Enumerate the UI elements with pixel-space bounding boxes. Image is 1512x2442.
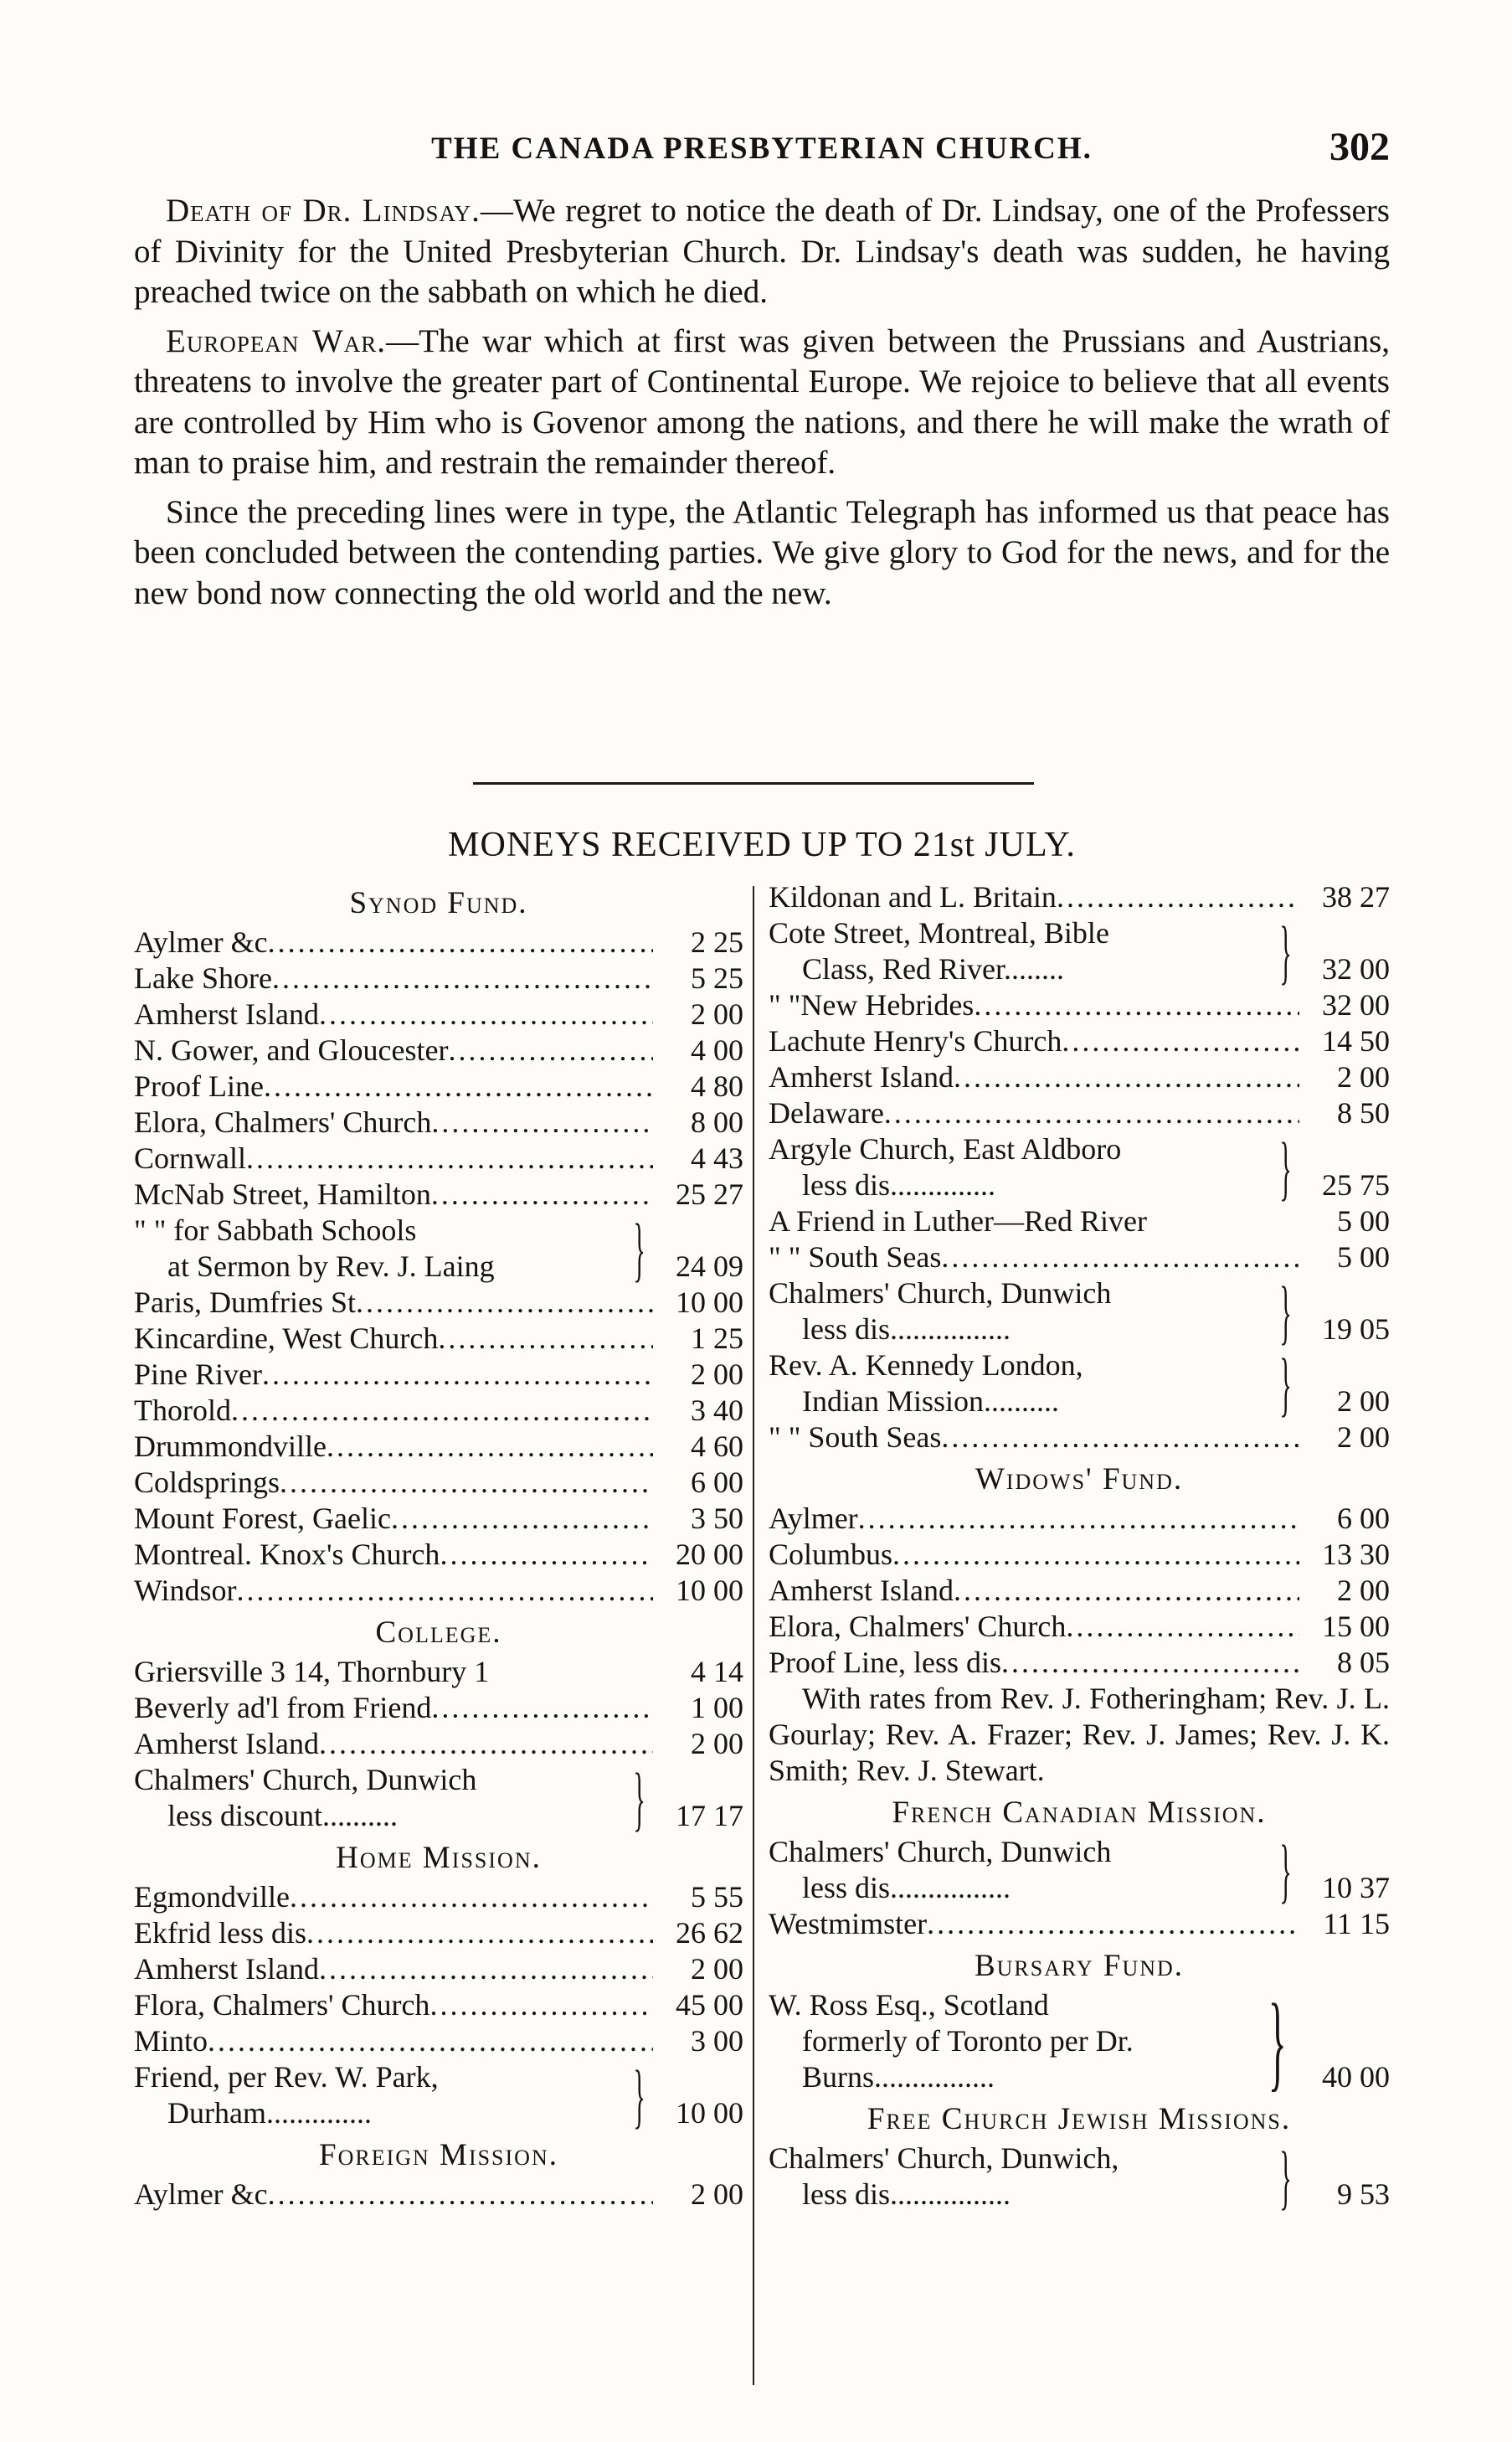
entry-amount: 10 37 — [1322, 1871, 1390, 1904]
entry-amount: 25 75 — [1322, 1168, 1390, 1202]
entry-amount: 4 14 — [691, 1655, 743, 1688]
brace-glyph: } — [1279, 1830, 1292, 1910]
entry-name: Pine River — [134, 1358, 262, 1391]
entry-lines — [769, 2141, 1272, 2213]
dot-leader — [319, 1726, 653, 1762]
entry-amount: 20 00 — [676, 1538, 743, 1571]
dot-leader — [246, 1141, 653, 1177]
entry-name: Elora, Chalmers' Church — [769, 1610, 1067, 1643]
ledger-entry — [769, 1501, 1390, 1537]
fund-heading: French Canadian Mission. — [892, 1795, 1267, 1830]
entry-lines — [769, 1347, 1272, 1419]
entry-amount: 4 00 — [691, 1033, 743, 1067]
entry-amount: 2 00 — [1337, 1574, 1390, 1607]
ledger-entry-multiline — [769, 1127, 1390, 1208]
dot-leader — [448, 1033, 653, 1069]
ledger-entry — [134, 1105, 743, 1141]
entry-amount: 3 40 — [691, 1394, 743, 1427]
ledger-entry — [769, 1537, 1390, 1573]
ledger-entry — [134, 961, 743, 997]
entry-line: Argyle Church, East Aldboro — [769, 1132, 1122, 1166]
ledger-entry-multiline — [769, 2136, 1390, 2217]
entry-amount: 10 00 — [676, 2096, 743, 2130]
ledger-entry — [134, 1321, 743, 1357]
moneys-title: MONEYS RECEIVED UP TO 21st JULY. — [448, 826, 1076, 864]
fund-heading: Free Church Jewish Missions. — [867, 2102, 1292, 2136]
entry-lines — [134, 1762, 625, 1834]
entry-line: Chalmers' Church, Dunwich — [134, 1763, 477, 1796]
ledger-entry — [134, 925, 743, 961]
entry-amount: 10 00 — [676, 1285, 743, 1319]
ledger-entry — [134, 1501, 743, 1537]
page-number: 302 — [1329, 125, 1390, 169]
entry-name: A Friend in Luther—Red River — [769, 1204, 1147, 1238]
dot-leader — [954, 1059, 1299, 1095]
dot-leader — [1066, 1609, 1299, 1645]
entry-lines — [769, 1131, 1272, 1203]
entry-amount: 4 43 — [691, 1141, 743, 1175]
ledger-entry — [769, 1059, 1390, 1095]
dot-leader — [208, 2023, 653, 2059]
brace-glyph: } — [1279, 911, 1292, 992]
entry-amount: 24 09 — [676, 1249, 743, 1283]
entry-amount: 25 27 — [676, 1177, 743, 1211]
ledger-entry — [134, 1141, 743, 1177]
entry-amount: 14 50 — [1322, 1024, 1390, 1058]
entry-lines — [769, 1834, 1272, 1906]
entry-name: Kincardine, West Church — [134, 1321, 439, 1355]
dot-leader — [440, 1537, 653, 1573]
entry-line: less dis................ — [802, 2177, 1011, 2211]
entry-name: Thorold — [134, 1394, 231, 1427]
fund-note: With rates from Rev. J. Fotheringham; Rev. J. L. Gourlay; Rev. A. Frazer; Rev. J. James; Rev. J. K. Smith; Rev. J. Stewart. — [769, 1682, 1390, 1787]
ledger-entry — [134, 1654, 743, 1690]
entry-amount: 15 00 — [1322, 1610, 1390, 1643]
dot-leader — [438, 1321, 653, 1357]
entry-amount: 32 00 — [1322, 988, 1390, 1022]
ledger-entry — [134, 1177, 743, 1213]
fund-heading: College. — [375, 1615, 502, 1650]
entry-line: less dis.............. — [802, 1168, 996, 1202]
fund-heading: Bursary Fund. — [974, 1949, 1185, 1983]
dot-leader — [927, 1906, 1299, 1942]
entry-name: Westmimster — [769, 1907, 928, 1940]
news-lead: Death of Dr. Lindsay. — [166, 193, 481, 229]
brace-glyph: } — [633, 1208, 645, 1289]
entry-amount: 11 15 — [1323, 1907, 1390, 1940]
ledger-entry — [134, 1690, 743, 1726]
entry-amount: 6 00 — [691, 1466, 743, 1499]
dot-leader — [268, 2177, 653, 2213]
entry-amount: 2 00 — [1337, 1384, 1390, 1418]
entry-name: Egmondville — [134, 1880, 290, 1914]
dot-leader — [264, 1069, 653, 1105]
entry-amount: 45 00 — [676, 1988, 743, 2022]
brace-glyph: } — [633, 2055, 645, 2135]
ledger-entry — [134, 1465, 743, 1501]
entry-name: Cornwall — [134, 1141, 246, 1175]
news-text: —We regret to notice the death of Dr. Lindsay, one of the Professers of Divinity for the United Presbyterian Church. Dr. Lindsay's death was sudden, he having preached twice on the sabbath on which he died. — [134, 193, 1390, 310]
dot-leader — [1062, 1023, 1299, 1059]
entry-amount: 1 25 — [691, 1321, 743, 1355]
ledger-entry — [134, 1357, 743, 1393]
dot-leader — [268, 925, 653, 961]
dot-leader — [858, 1501, 1299, 1537]
ledger-entry — [134, 1033, 743, 1069]
news-paragraph — [134, 322, 1390, 484]
ledger-entry — [769, 1609, 1390, 1645]
entry-name: Proof Line — [134, 1069, 264, 1103]
entry-line: Cote Street, Montreal, Bible — [769, 916, 1109, 950]
entry-name: Proof Line, less dis — [769, 1646, 1001, 1679]
dot-leader — [1057, 879, 1299, 915]
dot-leader — [237, 1573, 653, 1609]
entry-amount: 2 00 — [691, 1952, 743, 1986]
dot-leader — [272, 961, 653, 997]
entry-amount: 5 00 — [1337, 1240, 1390, 1274]
dot-leader — [884, 1095, 1299, 1131]
entry-line: less dis................ — [802, 1871, 1011, 1904]
fund-heading: Widows' Fund. — [975, 1462, 1184, 1497]
ledger-entry — [134, 1951, 743, 1987]
entry-amount: 10 00 — [676, 1574, 743, 1607]
entry-line: Chalmers' Church, Dunwich — [769, 1835, 1112, 1868]
entry-name: Amherst Island — [134, 1952, 319, 1986]
entry-amount: 2 00 — [691, 1727, 743, 1760]
entry-amount: 4 60 — [691, 1430, 743, 1463]
ledger-entry-multiline — [769, 1830, 1390, 1910]
entry-line: Indian Mission.......... — [802, 1384, 1060, 1418]
ledger-entry — [769, 1906, 1390, 1942]
page — [134, 0, 1390, 2442]
dot-leader — [431, 1690, 653, 1726]
entry-name: Aylmer &c — [134, 2177, 268, 2211]
entry-name: Drummondville — [134, 1430, 327, 1463]
entry-lines — [134, 1213, 625, 1285]
dot-leader — [327, 1429, 653, 1465]
ledger-entry — [769, 1095, 1390, 1131]
brace-glyph: } — [1268, 1981, 1287, 2101]
entry-lines — [134, 2059, 625, 2131]
entry-amount: 3 00 — [691, 2024, 743, 2058]
entry-name: N. Gower, and Gloucester — [134, 1033, 449, 1067]
entry-name: Kildonan and L. Britain — [769, 880, 1057, 914]
entry-name: Amherst Island — [134, 1727, 319, 1760]
entry-name: Beverly ad'l from Friend — [134, 1691, 432, 1724]
dot-leader — [431, 1177, 653, 1213]
dot-leader — [954, 1573, 1299, 1609]
news-section — [134, 191, 1390, 622]
ledger-entry — [769, 1573, 1390, 1609]
fund-heading: Foreign Mission. — [319, 2138, 558, 2172]
ledger-entry — [134, 1726, 743, 1762]
news-paragraph — [134, 492, 1390, 615]
entry-amount: 3 50 — [691, 1502, 743, 1535]
ledger-entry — [134, 1429, 743, 1465]
ledger-entry — [134, 1285, 743, 1321]
entry-name: " " South Seas — [769, 1240, 942, 1274]
ledger-entry — [134, 1987, 743, 2023]
ledger-entry — [769, 1203, 1390, 1239]
entry-amount: 26 62 — [676, 1916, 743, 1950]
entry-name: Mount Forest, Gaelic — [134, 1502, 391, 1535]
dot-leader — [306, 1915, 653, 1951]
entry-amount: 8 00 — [691, 1105, 743, 1139]
brace-glyph: } — [633, 1758, 645, 1838]
ledger-entry — [134, 1879, 743, 1915]
entry-name: Minto — [134, 2024, 208, 2058]
ledger-entry-multiline — [134, 1758, 743, 1838]
entry-amount: 6 00 — [1337, 1502, 1390, 1535]
running-header — [134, 124, 1390, 174]
right-column — [769, 879, 1390, 2217]
entry-line: less discount.......... — [167, 1799, 398, 1832]
ledger-entry-multiline — [134, 2055, 743, 2135]
dot-leader — [1001, 1645, 1299, 1681]
entry-amount: 38 27 — [1322, 880, 1390, 914]
ledger-entry — [134, 1573, 743, 1609]
dot-leader — [290, 1879, 653, 1915]
entry-line: W. Ross Esq., Scotland — [769, 1988, 1049, 2022]
dot-leader — [941, 1239, 1299, 1275]
ledger-entry — [134, 1537, 743, 1573]
entry-name: Ekfrid less dis — [134, 1916, 306, 1950]
left-column — [134, 879, 743, 2213]
dot-leader — [280, 1465, 653, 1501]
ledger-entry-multiline — [769, 911, 1390, 992]
entry-name: Elora, Chalmers' Church — [134, 1105, 432, 1139]
entry-amount: 2 00 — [691, 997, 743, 1031]
entry-name: Paris, Dumfries St — [134, 1285, 356, 1319]
entry-line: Chalmers' Church, Dunwich, — [769, 2141, 1119, 2175]
entry-name: Flora, Chalmers' Church — [134, 1988, 430, 2022]
entry-name: Amherst Island — [134, 997, 319, 1031]
ledger-entry — [134, 2023, 743, 2059]
entry-line: at Sermon by Rev. J. Laing — [167, 1249, 495, 1283]
entry-amount: 2 00 — [691, 2177, 743, 2211]
entry-amount: 9 53 — [1337, 2177, 1390, 2211]
entry-amount: 17 17 — [676, 1799, 743, 1832]
entry-line: Rev. A. Kennedy London, — [769, 1348, 1083, 1382]
entry-amount: 5 55 — [691, 1880, 743, 1914]
ledger-entry — [769, 1023, 1390, 1059]
entry-amount: 32 00 — [1322, 952, 1390, 986]
entry-name: Amherst Island — [769, 1574, 954, 1607]
entry-amount: 19 05 — [1322, 1312, 1390, 1346]
fund-heading: Home Mission. — [336, 1841, 542, 1875]
news-lead: European War. — [166, 322, 387, 359]
dot-leader — [262, 1357, 653, 1393]
ledger-entry — [769, 1419, 1390, 1455]
dot-leader — [319, 997, 653, 1033]
ledger-entry — [769, 1239, 1390, 1275]
entry-line: Durham.............. — [167, 2096, 372, 2130]
news-text: Since the preceding lines were in type, the Atlantic Telegraph has informed us that peace has been concluded between the contending parties. We give glory to God for the news, and for the new bond now connecting the old world and the new. — [134, 493, 1390, 611]
entry-lines — [769, 1275, 1272, 1347]
column-divider — [753, 886, 754, 2385]
entry-amount: 13 30 — [1322, 1538, 1390, 1571]
entry-lines — [769, 915, 1272, 987]
ledger-entry — [769, 987, 1390, 1023]
running-title: THE CANADA PRESBYTERIAN CHURCH. — [431, 131, 1093, 166]
entry-amount: 1 00 — [691, 1691, 743, 1724]
ledger-entry-multiline — [134, 1208, 743, 1289]
entry-name: Griersville 3 14, Thornbury 1 — [134, 1655, 490, 1688]
entry-line: less dis................ — [802, 1312, 1011, 1346]
news-paragraph — [134, 191, 1390, 313]
entry-amount: 5 25 — [691, 961, 743, 995]
entry-name: Coldsprings — [134, 1466, 280, 1499]
entry-name: " "New Hebrides — [769, 988, 975, 1022]
ledger-entry-multiline — [769, 1981, 1390, 2101]
brace-glyph: } — [1279, 1271, 1292, 1352]
entry-line: Burns................ — [802, 2060, 995, 2094]
ledger-entry — [769, 1645, 1390, 1681]
ledger-entry — [769, 879, 1390, 915]
brace-glyph: } — [1279, 1127, 1292, 1208]
dot-leader — [231, 1393, 653, 1429]
entry-line: formerly of Toronto per Dr. — [802, 2024, 1134, 2058]
brace-glyph: } — [1279, 1343, 1292, 1424]
entry-name: Lachute Henry's Church — [769, 1024, 1062, 1058]
entry-amount: 8 50 — [1337, 1096, 1390, 1130]
entry-name: Montreal. Knox's Church — [134, 1538, 440, 1571]
entry-lines — [769, 1987, 1255, 2095]
dot-leader — [356, 1285, 653, 1321]
entry-amount: 40 00 — [1322, 2060, 1390, 2094]
ledger-entry — [134, 997, 743, 1033]
ledger-entry — [134, 1915, 743, 1951]
entry-name: Delaware — [769, 1096, 884, 1130]
entry-name: " " South Seas — [769, 1420, 942, 1454]
dot-leader — [974, 987, 1299, 1023]
entry-amount: 2 00 — [1337, 1060, 1390, 1094]
ledger-entry-multiline — [769, 1343, 1390, 1424]
entry-line: Friend, per Rev. W. Park, — [134, 2060, 439, 2094]
dot-leader — [941, 1419, 1299, 1455]
ledger-entry — [134, 1393, 743, 1429]
dot-leader — [431, 1105, 653, 1141]
entry-line: Class, Red River........ — [802, 952, 1064, 986]
entry-amount: 5 00 — [1337, 1204, 1390, 1238]
ledger-entry — [134, 2177, 743, 2213]
ledger-entry-multiline — [769, 1271, 1390, 1352]
dot-leader — [429, 1987, 653, 2023]
entry-line: " " for Sabbath Schools — [134, 1213, 417, 1247]
entry-name: Columbus — [769, 1538, 893, 1571]
entry-amount: 2 25 — [691, 925, 743, 959]
entry-amount: 4 80 — [691, 1069, 743, 1103]
entry-amount: 8 05 — [1337, 1646, 1390, 1679]
entry-name: McNab Street, Hamilton — [134, 1177, 431, 1211]
entry-name: Aylmer &c — [134, 925, 268, 959]
news-text: —The war which at first was given between the Prussians and Austrians, threatens to involve the greater part of Continental Europe. We rejoice to believe that all events are controlled by Him who is Govenor among the nations, and there he will make the wrath of man to praise him, and restrain the remainder thereof. — [134, 322, 1390, 481]
entry-name: Amherst Island — [769, 1060, 954, 1094]
section-rule — [473, 782, 1034, 785]
brace-glyph: } — [1279, 2136, 1292, 2217]
dot-leader — [892, 1537, 1299, 1573]
ledger-entry — [134, 1069, 743, 1105]
entry-amount: 2 00 — [1337, 1420, 1390, 1454]
entry-amount: 2 00 — [691, 1358, 743, 1391]
entry-name: Aylmer — [769, 1502, 858, 1535]
entry-line: Chalmers' Church, Dunwich — [769, 1276, 1112, 1310]
dot-leader — [391, 1501, 653, 1537]
fund-heading: Synod Fund. — [349, 886, 528, 920]
entry-name: Lake Shore — [134, 961, 272, 995]
entry-name: Windsor — [134, 1574, 237, 1607]
dot-leader — [319, 1951, 653, 1987]
